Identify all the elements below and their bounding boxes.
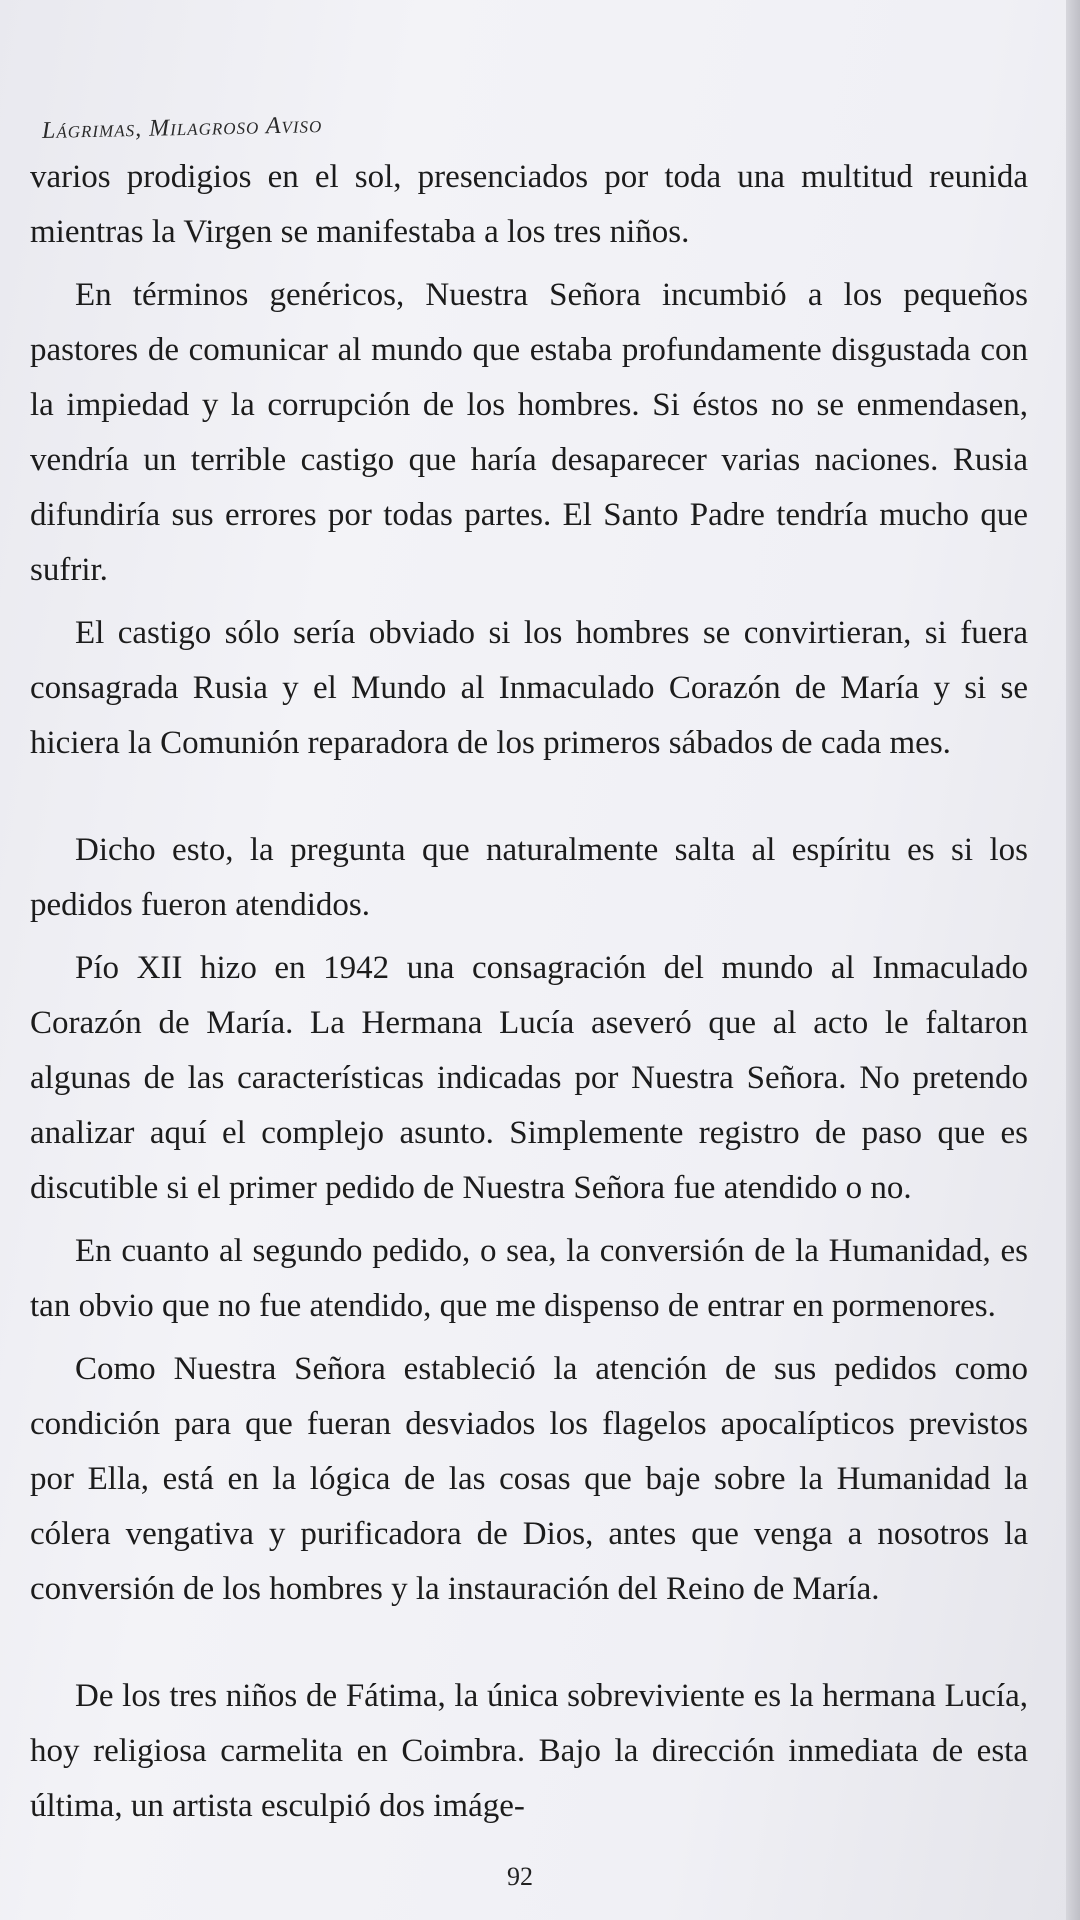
paragraph: Dicho esto, la pregunta que naturalmente salta al espíritu es si los pedidos fueron atendidos. [30,832,1028,923]
running-head: Lágrimas, Milagroso Aviso [41,112,323,144]
paragraph: De los tres niños de Fátima, la única sobreviviente es la hermana Lucía, hoy religiosa carmelita en Coimbra. Bajo la dirección inmediata de esta última, un artista esculpió dos imáge- [30,1678,1028,1824]
paragraph: Pío XII hizo en 1942 una consagración del mundo al Inmaculado Corazón de María. La Hermana Lucía aseveró que al acto le faltaron algunas de las características indicadas por Nuestra Señora. No pretendo analizar aquí el complejo asunto. Simplemente registro de paso que es discutible si el primer pedido de Nuestra Señora fue atendido o no. [30,950,1028,1206]
paragraph: El castigo sólo sería obviado si los hombres se convirtieran, si fuera consagrada Rusia y el Mundo al Inmaculado Corazón de María y si se hiciera la Comunión reparadora de los primeros sábados de cada mes. [30,615,1028,761]
page-edge [1066,0,1080,1920]
page-number: 92 [507,1862,533,1891]
paragraph: Como Nuestra Señora estableció la atención de sus pedidos como condición para que fueran desviados los flagelos apocalípticos previstos por Ella, está en la lógica de las cosas que baje sobre la Humanidad la cólera vengativa y purificadora de Dios, antes que venga a nosotros la conversión de los hombres y la instauración del Reino de María. [30,1351,1028,1607]
paragraph: En cuanto al segundo pedido, o sea, la conversión de la Humanidad, es tan obvio que no fue atendido, que me dispenso de entrar en pormenores. [30,1233,1028,1324]
body-text [30,150,1028,1842]
paragraph: varios prodigios en el sol, presenciados por toda una multitud reunida mientras la Virgen se manifestaba a los tres niños. [30,159,1028,250]
paragraph: En términos genéricos, Nuestra Señora incumbió a los pequeños pastores de comunicar al mundo que estaba profundamente disgustada con la impiedad y la corrupción de los hombres. Si éstos no se enmendasen, vendría un terrible castigo que haría desaparecer varias naciones. Rusia difundiría sus errores por todas partes. El Santo Padre tendría mucho que sufrir. [30,277,1028,588]
